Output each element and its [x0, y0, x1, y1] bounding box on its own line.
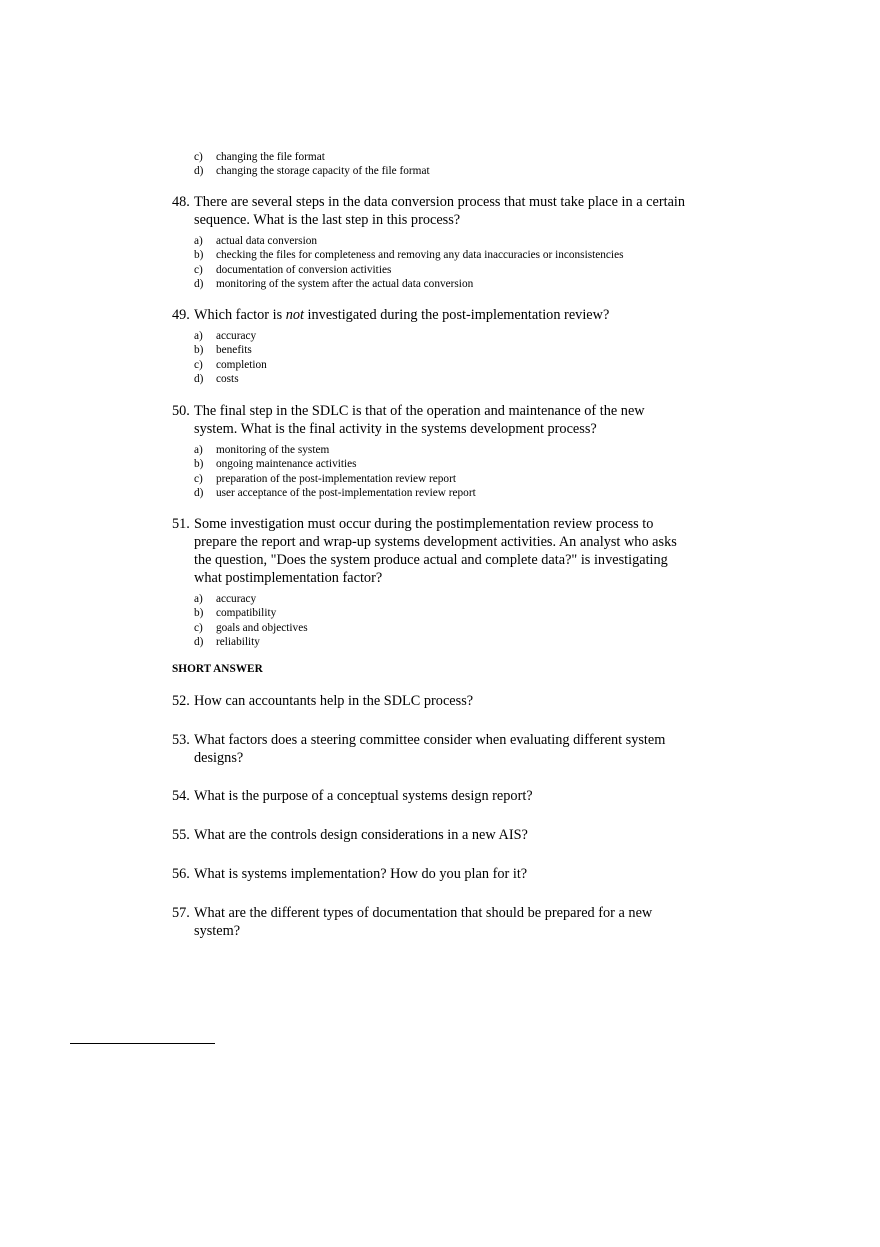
option-c: c) goals and objectives — [194, 621, 308, 634]
option-d: d) costs — [194, 372, 239, 385]
option-b: b) compatibility — [194, 607, 277, 620]
option-a: a) accuracy — [194, 330, 257, 342]
option-d: d) reliability — [194, 635, 260, 648]
question-text: sequence. What is the last step in this process? — [194, 212, 461, 228]
short-answer-54 — [172, 787, 722, 805]
short-answer-57 — [172, 904, 722, 940]
option-b: b) ongoing maintenance activities — [194, 458, 357, 471]
option-b: b) checking the files for completeness and removing any data inaccuracies or inconsistencies — [194, 249, 624, 262]
short-answer-52 — [172, 692, 722, 710]
option-list — [172, 443, 722, 500]
short-answer-55 — [172, 826, 722, 844]
question-text: 50. The final step in the SDLC is that of the operation and maintenance of the new — [172, 403, 645, 419]
short-answer-53 — [172, 731, 722, 767]
short-answer-56 — [172, 865, 722, 883]
footnote-separator-dash — [208, 1043, 215, 1044]
question-text: 51. Some investigation must occur during the postimplementation review process to — [172, 516, 654, 532]
question-text: 48. There are several steps in the data conversion process that must take place in a certain — [172, 194, 686, 210]
option-c: c) completion — [194, 358, 267, 371]
question-text: the question, "Does the system produce actual and complete data?" is investigating — [194, 552, 668, 568]
question-text: prepare the report and wrap-up systems development activities. An analyst who asks — [194, 534, 677, 550]
question-text: what postimplementation factor? — [194, 570, 383, 586]
question-text: 49. Which factor is not investigated during the post-implementation review? — [172, 307, 610, 323]
question-text: designs? — [194, 750, 244, 766]
option-list — [172, 592, 722, 649]
footnote-separator — [70, 1043, 210, 1044]
option-b: b) benefits — [194, 344, 252, 357]
question-50 — [172, 402, 722, 500]
option-c: c) documentation of conversion activities — [194, 263, 392, 276]
option-d: d) changing the storage capacity of the file format — [194, 165, 430, 178]
carryover-options — [172, 150, 722, 179]
option-list — [172, 234, 722, 291]
section-heading: SHORT ANSWER — [172, 663, 263, 675]
option-a: a) monitoring of the system — [194, 444, 330, 456]
question-text: 53. What factors does a steering committee consider when evaluating different system — [172, 732, 666, 748]
option-list — [172, 329, 722, 386]
question-text: system? — [194, 923, 241, 939]
option-a: a) actual data conversion — [194, 235, 317, 247]
option-d: d) monitoring of the system after the actual data conversion — [194, 277, 474, 290]
question-text: 56. What is systems implementation? How do you plan for it? — [172, 866, 528, 882]
question-text: 52. How can accountants help in the SDLC process? — [172, 693, 474, 709]
question-51 — [172, 515, 722, 649]
question-text: system. What is the final activity in the systems development process? — [194, 421, 597, 437]
option-c: c) preparation of the post-implementation review report — [194, 472, 456, 485]
question-49 — [172, 306, 722, 386]
option-a: a) accuracy — [194, 593, 257, 605]
question-text: 57. What are the different types of documentation that should be prepared for a new — [172, 905, 653, 921]
question-text: 55. What are the controls design considerations in a new AIS? — [172, 827, 528, 843]
option-c: c) changing the file format — [194, 151, 325, 163]
question-48 — [172, 193, 722, 291]
option-d: d) user acceptance of the post-implementation review report — [194, 486, 476, 499]
question-text: 54. What is the purpose of a conceptual systems design report? — [172, 788, 533, 804]
